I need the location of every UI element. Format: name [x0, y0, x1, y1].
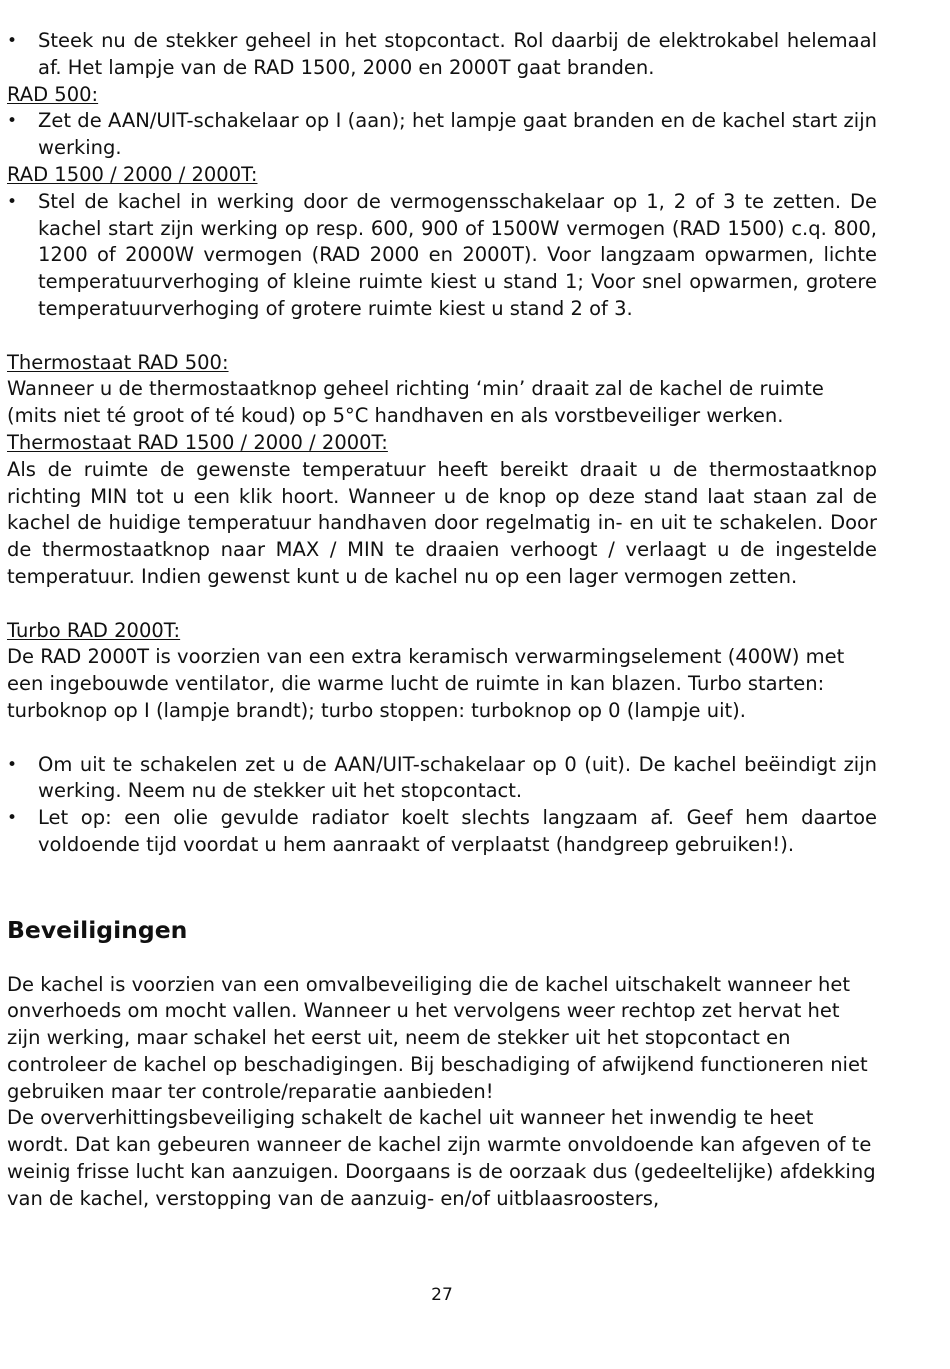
paragraph-thermostaat-rad1500: Als de ruimte de gewenste temperatuur heeft bereikt draait u de thermostaatknop richting MIN tot u een klik hoort. Wanneer u de knop op deze stand laat staan zal de kachel de huidige temperatuur handhaven door regelmatig in- en uit te schakelen. Door de thermostaatknop naar MAX / MIN te draaien verhoogt / verlaagt u de ingestelde temperatuur. Indien gewenst kunt u de kachel nu op een lager vermogen zetten. [7, 457, 877, 588]
paragraph-thermostaat-rad500: Wanneer u de thermostaatknop geheel richting ‘min’ draait zal de kachel de ruimte (mits niet té groot of té koud) op 5°C handhaven en als vorstbeveiliger werken. [7, 377, 824, 428]
bullet-list-rad500 [7, 108, 877, 162]
paragraph-oververhittingsbeveiliging: De oververhittingsbeveiliging schakelt de kachel uit wanneer het inwendig te heet wordt. Dat kan gebeuren wanneer de kachel zijn warmte onvoldoende kan afgeven of te weinig frisse lucht kan aanzuigen. Doorgaans is de oorzaak dus (gedeeltelijke) afdekking van de kachel, verstopping van de aanzuig- en/of uitblaasroosters, [7, 1106, 876, 1210]
list-item: • Zet de AAN/UIT-schakelaar op I (aan); het lampje gaat branden en de kachel start zijn werking. [7, 108, 877, 162]
section-heading-thermostaat-rad500: Thermostaat RAD 500: [7, 350, 229, 374]
list-item: • Let op: een olie gevulde radiator koelt slechts langzaam af. Geef hem daartoe voldoende tijd voordat u hem aanraakt of verplaatst (handgreep gebruiken!). [7, 805, 877, 859]
bullet-list-top [7, 28, 877, 82]
paragraph-omvalbeveiliging: De kachel is voorzien van een omvalbeveiliging die de kachel uitschakelt wanneer het onverhoeds om mocht vallen. Wanneer u het vervolgens weer rechtop zet hervat het zijn werking, maar schakel het eerst uit, neem de stekker uit het stopcontact en controleer de kachel op beschadigingen. Bij beschadiging of afwijkend functioneren niet gebruiken maar ter controle/reparatie aanbieden! [7, 972, 868, 1103]
section-title-beveiligingen: Beveiligingen [7, 915, 188, 944]
section-heading-rad1500: RAD 1500 / 2000 / 2000T: [7, 162, 258, 186]
section-heading-turbo: Turbo RAD 2000T: [7, 618, 181, 642]
section-heading-rad500: RAD 500: [7, 82, 99, 106]
bullet-list-bottom [7, 752, 877, 859]
bullet-list-rad1500 [7, 189, 877, 323]
section-heading-thermostaat-rad1500: Thermostaat RAD 1500 / 2000 / 2000T: [7, 430, 388, 454]
list-item: • Steek nu de stekker geheel in het stopcontact. Rol daarbij de elektrokabel helemaal af. Het lampje van de RAD 1500, 2000 en 2000T gaat branden. [7, 28, 877, 82]
list-item: • Stel de kachel in werking door de vermogensschakelaar op 1, 2 of 3 te zetten. De kachel start zijn werking op resp. 600, 900 of 1500W vermogen (RAD 1500) c.q. 800, 1200 of 2000W vermogen (RAD 2000 en 2000T). Voor langzaam opwarmen, lichte temperatuurverhoging of kleine ruimte kiest u stand 1; Voor snel opwarmen, grotere temperatuurverhoging of grotere ruimte kiest u stand 2 of 3. [7, 189, 877, 323]
list-item: • Om uit te schakelen zet u de AAN/UIT-schakelaar op 0 (uit). De kachel beëindigt zijn werking. Neem nu de stekker uit het stopcontact. [7, 752, 877, 806]
manual-page [7, 28, 877, 1213]
paragraph-turbo: De RAD 2000T is voorzien van een extra keramisch verwarmingselement (400W) met een ingebouwde ventilator, die warme lucht de ruimte in kan blazen. Turbo starten: turboknop op I (lampje brandt); turbo stoppen: turboknop op 0 (lampje uit). [7, 645, 845, 722]
page-number: 27 [431, 1285, 453, 1305]
